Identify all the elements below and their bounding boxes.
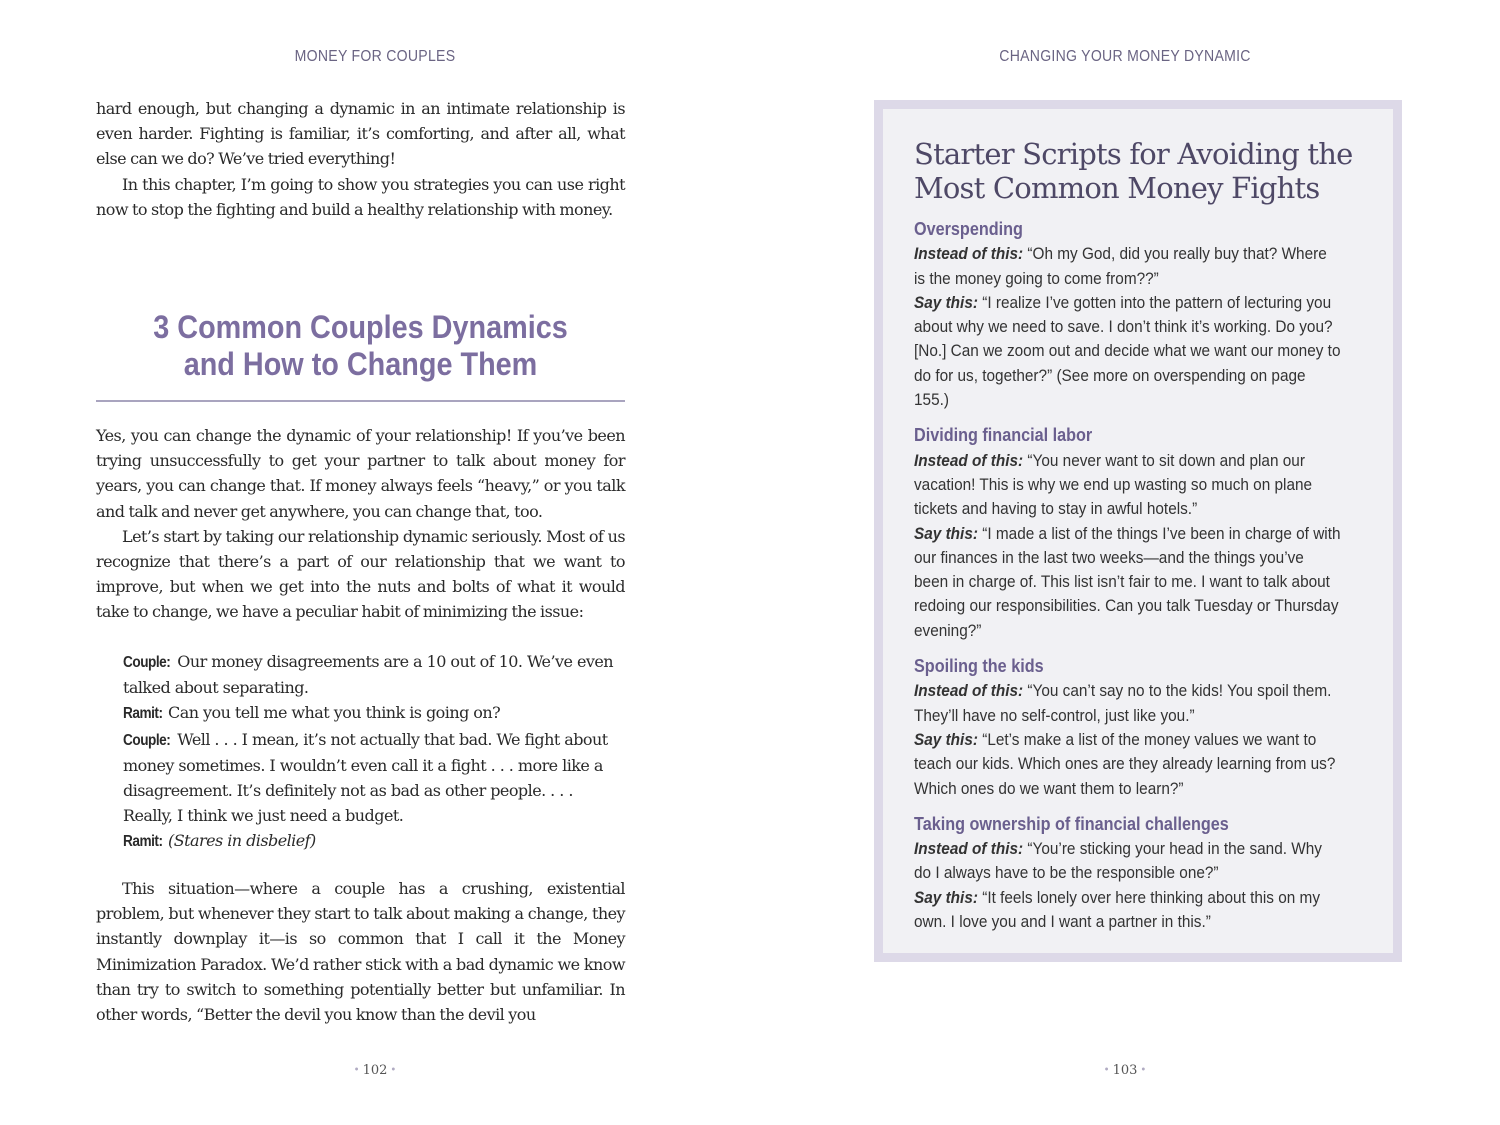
topic-body (914, 679, 1342, 800)
instead-label: Instead of this: (914, 682, 1024, 701)
paragraph: This situation—where a couple has a crushing, existential problem, but whenever they start to talk about making a change, they instantly downplay it—is so common that I call it the Money Minimization Paradox. We’d rather stick with a bad dynamic we know than try to switch to something potentially better but unfamiliar. In other words, “Better the devil you know than the devil you (96, 879, 625, 1025)
dialogue-line (123, 700, 623, 726)
topic-heading: Dividing financial labor (914, 425, 1093, 446)
instead-text: “You never want to sit down and plan our vacation! This is why we end up wasting so much on plane tickets and having to stay in awful hotels.” (914, 451, 1313, 519)
section-heading-line-1: 3 Common Couples Dynamics (153, 309, 568, 345)
topic-body (914, 837, 1342, 934)
say-text: “It feels lonely over here thinking about this on my own. I love you and I want a partner in this.” (914, 888, 1321, 932)
speaker-label: Ramit: (123, 705, 163, 723)
topic-body (914, 242, 1342, 412)
script-topic (914, 812, 1393, 934)
say-label: Say this: (914, 524, 978, 543)
say-label: Say this: (914, 293, 978, 312)
script-topic (914, 217, 1393, 412)
say-label: Say this: (914, 888, 978, 907)
topic-body (914, 449, 1342, 643)
dialogue-line (123, 828, 623, 854)
running-head-left: MONEY FOR COUPLES (294, 48, 456, 65)
paragraph: Yes, you can change the dynamic of your relationship! If you’ve been trying unsuccessfully to get your partner to talk about money for years, you can change that. If money always feels “heavy,” or you talk and talk and never get anywhere, you can change that, too. (96, 426, 625, 521)
script-topic (914, 654, 1393, 801)
dialogue-text: Our money disagreements are a 10 out of 10. We’ve even talked about separating. (123, 652, 614, 698)
say-label: Say this: (914, 730, 978, 749)
topic-heading: Overspending (914, 219, 1023, 239)
instead-label: Instead of this: (914, 451, 1024, 470)
say-text: “I realize I’ve gotten into the pattern of lecturing you about why we need to save. I don’t think it’s working. Do you? [No.] Can we zoom out and decide what we want our money to do for us, together?” (See more on overspending on page 155.) (914, 293, 1341, 410)
say-text: “Let’s make a list of the money values we want to teach our kids. Which ones are they already learning from us? Which ones do we want them to learn?” (914, 730, 1336, 798)
dialogue-text: Can you tell me what you think is going on? (168, 703, 501, 723)
instead-label: Instead of this: (914, 245, 1024, 264)
page-number-value: 103 (1112, 1063, 1138, 1078)
sidebar-title: Starter Scripts for Avoiding the Most Common Money Fights (914, 137, 1353, 205)
section-heading (96, 309, 625, 383)
page-number-value: 102 (362, 1063, 388, 1078)
say-text: “I made a list of the things I’ve been in charge of with our finances in the last two weeks—and the things you’ve been in charge of. This list isn’t fair to me. I want to talk about redoing our responsibilities. Can you talk Tuesday or Thursday evening?” (914, 524, 1341, 640)
speaker-label: Ramit: (123, 833, 163, 851)
section-divider (96, 400, 625, 402)
instead-text: “Oh my God, did you really buy that? Where is the money going to come from??” (914, 245, 1327, 288)
instead-text: “You’re sticking your head in the sand. Why do I always have to be the responsible one?” (914, 840, 1322, 883)
dialogue-line (123, 649, 623, 700)
speaker-label: Couple: (123, 731, 171, 749)
speaker-label: Couple: (123, 654, 171, 671)
topic-heading: Taking ownership of financial challenges (914, 813, 1229, 834)
running-head-right: CHANGING YOUR MONEY DYNAMIC (999, 48, 1251, 65)
dialogue-text: (Stares in disbelief) (168, 831, 316, 851)
sidebar-content (883, 109, 1393, 953)
paragraph: hard enough, but changing a dynamic in an intimate relationship is even harder. Fighting is familiar, it’s comforting, and after all, what else can we do? We’ve tried everything! (96, 99, 625, 169)
dialogue-block (123, 649, 623, 855)
instead-text: “You can’t say no to the kids! You spoil them. They’ll have no self-control, just like you.” (914, 682, 1332, 725)
closing-text (96, 876, 625, 1027)
dialogue-text: Well . . . I mean, it’s not actually that bad. We fight about money sometimes. I wouldn’t even call it a fight . . . more like a disagreement. It’s definitely not as bad as other people. . . . Really, I think we just need a budget. (123, 729, 608, 826)
instead-label: Instead of this: (914, 840, 1024, 859)
starter-scripts-sidebar (874, 100, 1402, 962)
dialogue-line (123, 727, 623, 829)
section-body-text (96, 423, 625, 625)
intro-text (96, 96, 625, 222)
section-heading-line-2: and How to Change Them (183, 346, 538, 382)
script-topic (914, 423, 1393, 643)
paragraph: Let’s start by taking our relationship dynamic seriously. Most of us recognize that there’s a part of our relationship that we want to improve, but when we get into the nuts and bolts of what it would take to change, we have a peculiar habit of minimizing the issue: (96, 526, 625, 622)
page-number-right: • 103 • (1103, 1063, 1147, 1078)
page-number-left: • 102 • (353, 1063, 397, 1078)
right-page (750, 0, 1500, 1125)
paragraph: In this chapter, I’m going to show you strategies you can use right now to stop the fighting and build a healthy relationship with money. (96, 174, 625, 219)
topic-heading: Spoiling the kids (914, 656, 1044, 677)
